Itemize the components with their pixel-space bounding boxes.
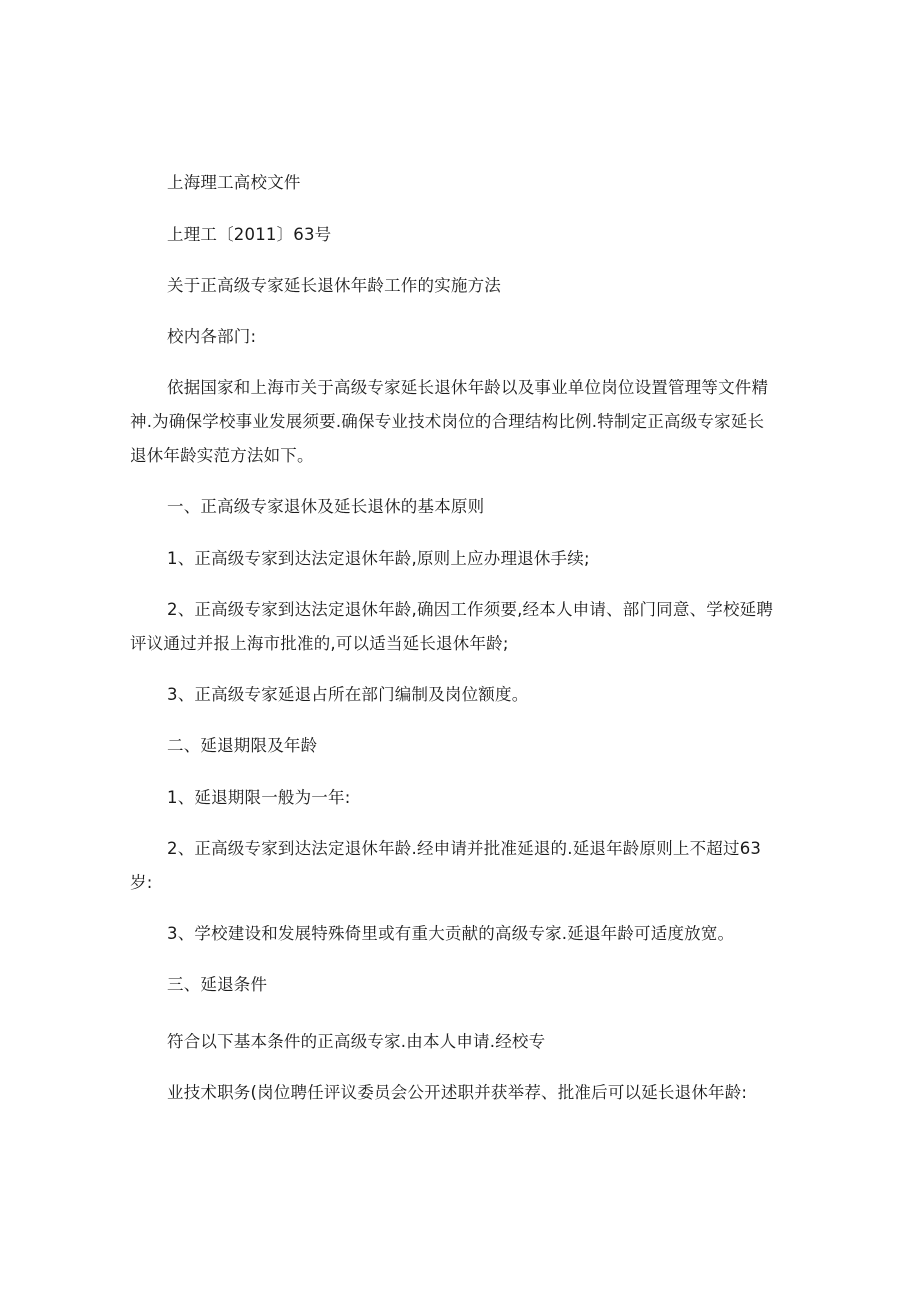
- section-heading: 二、延退期限及年龄: [167, 736, 318, 755]
- list-item-continuation: 岁:: [130, 873, 153, 892]
- intro-paragraph-line: 退休年龄实范方法如下。: [130, 446, 314, 465]
- salutation: 校内各部门:: [167, 327, 257, 346]
- org-header: 上海理工高校文件: [167, 173, 301, 192]
- section-heading: 三、延退条件: [167, 975, 268, 994]
- intro-paragraph-line: 神.为确保学校事业发展须要.确保专业技术岗位的合理结构比例.特制定正高级专家延长: [130, 412, 765, 431]
- section-heading: 一、正高级专家退休及延长退休的基本原则: [167, 497, 485, 516]
- list-item: 2、正高级专家到达法定退休年龄,确因工作须要,经本人申请、部门同意、学校延聘: [167, 600, 774, 619]
- list-item: 3、正高级专家延退占所在部门编制及岗位额度。: [167, 685, 529, 704]
- list-item: 3、学校建设和发展特殊倚里或有重大贡献的高级专家.延退年龄可适度放宽。: [167, 924, 735, 943]
- paragraph-line: 业技术职务(岗位聘任评议委员会公开述职并获举荐、批准后可以延长退休年龄:: [167, 1083, 748, 1102]
- intro-paragraph-line: 依据国家和上海市关于高级专家延长退休年龄以及事业单位岗位设置管理等文件精: [167, 378, 769, 397]
- paragraph-line: 符合以下基本条件的正高级专家.由本人申请.经校专: [167, 1032, 546, 1051]
- list-item: 1、延退期限一般为一年:: [167, 788, 351, 807]
- list-item: 1、正高级专家到达法定退休年龄,原则上应办理退休手续;: [167, 549, 590, 568]
- document-number: 上理工〔2011〕63号: [167, 225, 332, 244]
- document-title: 关于正高级专家延长退休年龄工作的实施方法: [167, 276, 501, 295]
- list-item: 2、正高级专家到达法定退休年龄.经申请并批准延退的.延退年龄原则上不超过63: [167, 839, 762, 858]
- list-item-continuation: 评议通过并报上海市批准的,可以适当延长退休年龄;: [130, 634, 509, 653]
